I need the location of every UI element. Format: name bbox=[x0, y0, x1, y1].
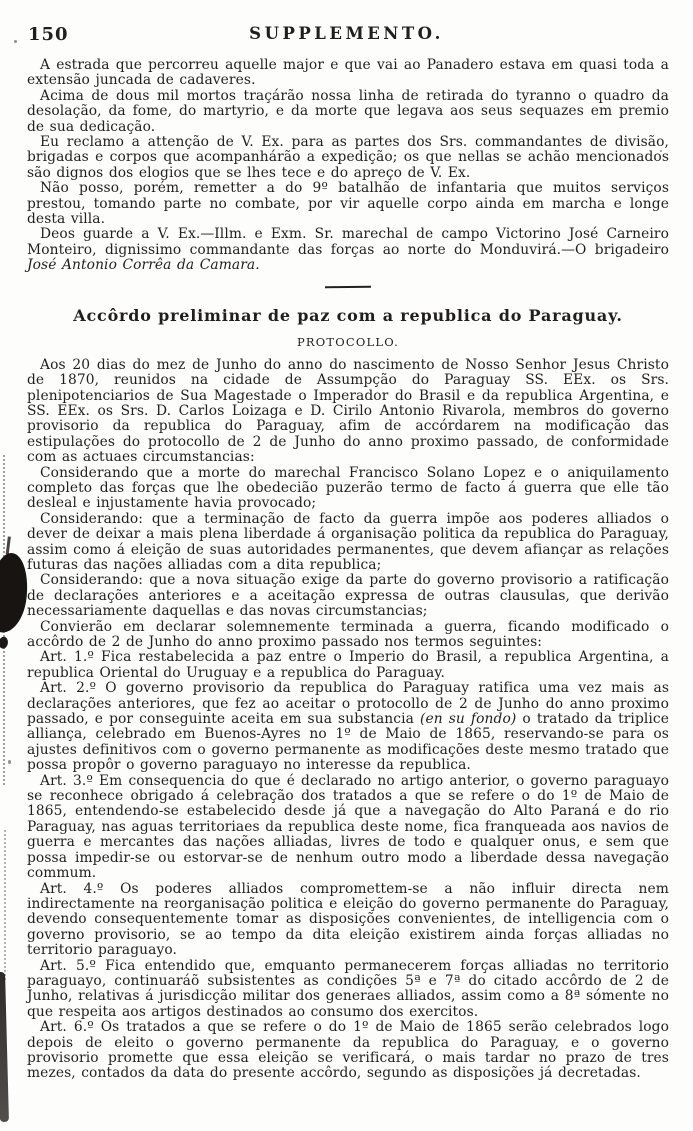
page-body bbox=[0, 52, 693, 1082]
page-header bbox=[0, 0, 693, 52]
letter-signature: José Antonio Corrêa da Camara. bbox=[27, 257, 260, 274]
letter-paragraph: Acima de dous mil mortos traçárão nossa linha de retirada do tyranno o quadro da desolação, da fome, do martyrio, e da morte que legava aos seus sequazes em premio de sua dedicação. bbox=[27, 87, 669, 135]
section-divider bbox=[325, 285, 371, 287]
letter-paragraph: Eu reclamo a attenção de V. Ex. para as partes dos Srs. commandantes de divisão, brigadas e corpos que acompanhárão a expedição; os que nellas se achão mencionados são dignos dos elogios que se lhes tece e do apreço de V. Ex. bbox=[27, 134, 669, 181]
article-2-text-continued: o tratado da triplice alliança, celebrado em Buenos-Ayres no 1º de Maio de 1865, reservando-se para os ajustes definitivos com o governo permanente as modificações deste mesmo tratado que possa propôr o governo paraguayo no interesse da republica. bbox=[27, 711, 669, 774]
protocol-preamble-paragraph: Aos 20 dias do mez de Junho do anno do nascimento de Nosso Senhor Jesus Christo de 1870, reunidos na cidade de Assumpção do Paraguay SS. EEx. os Srs. plenipotenciarios de Sua Magestade o Imperador do Brasil e da republica Argentina, e SS. EEx. os Srs. D. Carlos Loizaga e D. Cirilo Antonio Rivarola, membros do governo provisorio da republica do Paraguay, afim de accórdarem na modificação das estipulações do protocollo de 2 de Junho do anno proximo passado, de conformidade com as actuaes circumstancias: bbox=[27, 356, 669, 466]
article-2-foreign-phrase: (en su fondo) bbox=[419, 711, 517, 728]
letter-closing-paragraph bbox=[27, 227, 669, 273]
letter-paragraph: A estrada que percorreu aquelle major e que vai ao Panadero estava em quasi toda a extensão juncada de cadaveres. bbox=[27, 57, 669, 89]
protocol-article-3: Art. 3.º Em consequencia do que é declarado no artigo anterior, o governo paraguayo se reconhece obrigado á celebração dos tratados a que se refere o do 1º de Maio de 1865, entendendo-se estabelecido desde já que a navegação do Alto Paraná e do rio Paraguay, nas aguas territoriaes da republica deste nome, fica franqueada aos navios de guerra e mercantes das nações alliadas, livres de todo e qualquer onus, e sem que possa impedir-se ou estorvar-se de nenhum outro modo a liberdade dessa navegação commum. bbox=[27, 772, 669, 882]
protocol-article-2 bbox=[27, 681, 669, 773]
page-number: 150 bbox=[28, 24, 69, 45]
accord-title: Accôrdo preliminar de paz com a republica do Paraguay. bbox=[73, 305, 623, 325]
protocol-considerando-paragraph: Considerando: que a terminação de facto da guerra impõe aos poderes alliados o dever de deixar a mais plena liberdade á organisação politica da republica do Paraguay, assim como á eleição de suas autoridades permanentes, que devem afiançar as relações futuras das nações alliadas com a dita republica; bbox=[27, 510, 669, 573]
protocol-article-1: Art. 1.º Fica restabelecida a paz entre o Imperio do Brasil, a republica Argentina, a republica Oriental do Uruguay e a republica do Paraguay. bbox=[27, 649, 669, 681]
article-2-text: Art. 2.º O governo provisorio da republica do Paraguay ratifica uma vez mais as declarações anteriores, que fez ao aceitar o protocollo de 2 de Junho do anno proximo passado, e por conseguinte aceita em sua substancia bbox=[27, 680, 669, 728]
letter-closing-text: Deos guarde a V. Ex.—Illm. e Exm. Sr. marechal de campo Victorino José Carneiro Monteiro, dignissimo commandante das forças ao norte do Monduvirá.—O brigadeiro bbox=[27, 226, 669, 258]
letter-paragraph: Não posso, porém, remetter a do 9º batalhão de infantaria que muitos serviços prestou, tomando parte no combate, por vir aquelle corpo ainda em marcha e longe desta villa. bbox=[27, 180, 669, 228]
protocol-convierao-paragraph: Convierão em declarar solemnemente terminada a guerra, ficando modificado o accôrdo de 2 de Junho do anno proximo passado nos termos seguintes: bbox=[27, 618, 669, 650]
protocol-article-5: Art. 5.º Fica entendido que, emquanto permanecerem forças alliadas no territorio paraguayo, continuaráõ subsistentes as condições 5ª e 7ª do citado accôrdo de 2 de Junho, relativas á jurisdicção militar dos generaes alliados, assim como a 8ª sómente no que respeita aos artigos destinados ao consumo dos exercitos. bbox=[27, 957, 669, 1020]
protocol-considerando-paragraph: Considerando: que a nova situação exige da parte do governo provisorio a ratificação de declarações anteriores e a aceitação expressa de outras clausulas, que derivão necessariamente daquellas e das novas circumstancias; bbox=[27, 572, 669, 620]
protocol-article-6: Art. 6.º Os tratados a que se refere o do 1º de Maio de 1865 serão celebrados logo depois de eleito o governo permanente da republica do Paraguay, e o governo provisorio promette que essa eleição se verificará, o mais tardar no prazo de tres mezes, contados da data do presente accôrdo, segundo as disposições já decretadas. bbox=[27, 1019, 669, 1082]
protocol-considerando-paragraph: Considerando que a morte do marechal Francisco Solano Lopez e o aniquilamento completo das forças que lhe obedecião puzerão termo de facto á guerra que elle tão desleal e injustamente havia provocado; bbox=[27, 464, 669, 512]
journal-title: SUPPLEMENTO. bbox=[249, 24, 444, 43]
protocol-article-4: Art. 4.º Os poderes alliados compromettem-se a não influir directa nem indirectamente na reorganisação politica e eleição do governo permanente do Paraguay, devendo consequentemente tomar as disposições convenientes, de intelligencia com o governo provisorio, se ao tempo da dita eleição existirem ainda forças alliadas no territorio paraguayo. bbox=[27, 880, 669, 959]
accord-subtitle: PROTOCOLLO. bbox=[296, 334, 400, 349]
